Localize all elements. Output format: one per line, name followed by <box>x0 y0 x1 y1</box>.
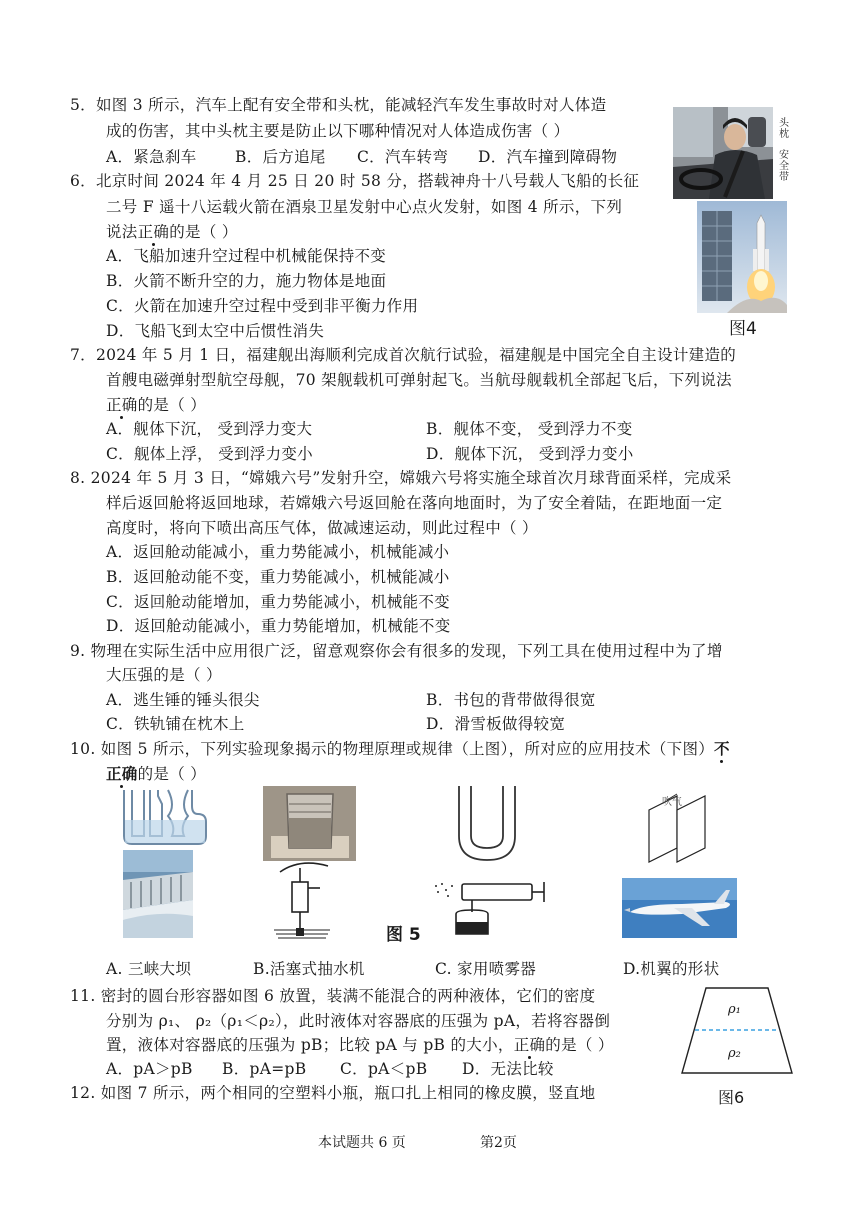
q5-option-a: A．紧急刹车 <box>106 148 197 166</box>
figure-3-seatbelt-label: 安 全 带 <box>779 150 789 183</box>
q10-option-c: C. 家用喷雾器 <box>435 960 537 978</box>
q12-line-1: 12. 如图 7 所示，两个相同的空塑料小瓶，瓶口扎上相同的橡皮膜，竖直地 <box>70 1084 596 1102</box>
figure-5-three-gorges-dam-photo <box>123 850 193 938</box>
q7-option-c: C．舰体上浮， 受到浮力变小 <box>106 445 313 463</box>
figure-5-connected-vessels <box>118 786 210 848</box>
q8-option-a: A．返回舱动能减小，重力势能减小，机械能减小 <box>106 543 450 561</box>
q7-line-2: 首艘电磁弹射型航空母舰，70 架舰载机可弹射起飞。当航母舰载机全部起飞后，下列说法 <box>106 371 732 389</box>
figure-3-headrest-label: 头 枕 <box>779 118 789 140</box>
q10-emphasis-not: 不 <box>714 739 730 758</box>
q11-option-b: B．pA=pB <box>222 1060 307 1078</box>
q6-option-b: B．火箭不断升空的力，施力物体是地面 <box>106 272 387 290</box>
figure-4-rocket-photo <box>697 201 787 313</box>
footer-page-number: 第2页 <box>480 1135 517 1151</box>
q9-option-d: D．滑雪板做得较宽 <box>426 715 566 733</box>
figure-5-beaker-photo <box>263 786 356 861</box>
figure-5-blow-label: 吹气 <box>662 797 682 808</box>
q5-line-1: 5．如图 3 所示，汽车上配有安全带和头枕，能减轻汽车发生事故时对人体造 <box>70 96 607 114</box>
q8-option-c: C．返回舱动能增加，重力势能减小，机械能不变 <box>106 593 450 611</box>
q8-option-b: B．返回舱动能不变，重力势能减小，机械能减小 <box>106 568 450 586</box>
figure-6-rho2-label: ρ₂ <box>728 1046 741 1061</box>
q8-line-2: 样后返回舱将返回地球，若嫦娥六号返回舱在落向地面时，为了安全着陆，在距地面一定 <box>106 494 723 512</box>
q9-option-b: B．书包的背带做得很宽 <box>426 691 596 709</box>
q10-line-2: 正确的是（ ） <box>106 764 207 783</box>
q5-option-c: C．汽车转弯 <box>357 148 449 166</box>
q7-line-3: 正确的是（ ） <box>106 396 207 414</box>
figure-5-airplane-photo <box>622 878 737 938</box>
q9-option-a: A．逃生锤的锤头很尖 <box>106 691 260 709</box>
figure-5-piston-pump <box>270 858 348 940</box>
q11-line-3: 置，液体对容器底的压强为 pB；比较 pA 与 pB 的大小，正确的是（ ） <box>106 1036 614 1054</box>
q9-option-c: C．铁轨铺在枕木上 <box>106 715 245 733</box>
q9-line-1: 9. 物理在实际生活中应用很广泛，留意观察你会有很多的发现，下列工具在使用过程中为了增 <box>70 642 723 660</box>
q8-option-d: D．返回舱动能减小，重力势能增加，机械能不变 <box>106 617 451 635</box>
q6-emphasis-correct: 正确 <box>137 223 170 241</box>
q5-line-2: 成的伤害，其中头枕主要是防止以下哪种情况对人体造成伤害（ ） <box>106 122 570 140</box>
figure-3-car-photo <box>673 107 773 199</box>
q7-line-1: 7．2024 年 5 月 1 日，福建舰出海顺利完成首次航行试验，福建舰是中国完全自主设计建造的 <box>70 346 737 364</box>
footer-total-pages: 本试题共 6 页 <box>318 1135 406 1151</box>
q6-option-a: A．飞船加速升空过程中机械能保持不变 <box>106 247 387 265</box>
q11-line-2: 分别为 ρ₁、 ρ₂（ρ₁＜ρ₂），此时液体对容器底的压强为 pA，若将容器倒 <box>106 1012 611 1030</box>
q10-emphasis-correct: 正确 <box>106 764 138 783</box>
figure-4-label: 图4 <box>729 319 757 339</box>
q6-option-d: D．飞船飞到太空中后惯性消失 <box>106 322 325 340</box>
q11-option-c: C．pA＜pB <box>340 1060 428 1078</box>
q8-line-3: 高度时，将向下喷出高压气体，做减速运动，则此过程中（ ） <box>106 519 538 537</box>
q9-line-2: 大压强的是（ ） <box>106 666 222 684</box>
q6-option-c: C．火箭在加速升空过程中受到非平衡力作用 <box>106 297 419 315</box>
figure-5-u-tube <box>455 786 519 864</box>
q10-option-b: B.活塞式抽水机 <box>253 960 365 978</box>
q6-line-2: 二号 F 遥十八运载火箭在酒泉卫星发射中心点火发射，如图 4 所示，下列 <box>106 198 623 216</box>
q10-line-1: 10. 如图 5 所示，下列实验现象揭示的物理原理或规律（上图），所对应的应用技术（下图）不 <box>70 739 730 758</box>
q10-option-d: D.机翼的形状 <box>623 960 720 978</box>
q11-line-1: 11. 密封的圆台形容器如图 6 放置，装满不能混合的两种液体，它们的密度 <box>70 987 596 1005</box>
q7-option-a: A．舰体下沉， 受到浮力变大 <box>106 420 313 438</box>
q8-line-1: 8. 2024 年 5 月 3 日，“嫦娥六号”发射升空，嫦娥六号将实施全球首次月球背面采样，完成采 <box>70 469 732 487</box>
q6-line-1: 6．北京时间 2024 年 4 月 25 日 20 时 58 分，搭载神舟十八号载人飞船的长征 <box>70 172 640 190</box>
q7-option-b: B．舰体不变， 受到浮力不变 <box>426 420 633 438</box>
figure-5-label: 图 5 <box>386 925 421 945</box>
q7-emphasis-correct: 正确 <box>106 396 138 414</box>
q10-option-a: A. 三峡大坝 <box>106 960 192 978</box>
figure-6-label: 图6 <box>718 1088 745 1107</box>
q11-option-a: A．pA＞pB <box>106 1060 193 1078</box>
q5-option-b: B．后方追尾 <box>235 148 326 166</box>
figure-6-frustum-container <box>678 985 796 1077</box>
figure-6-rho1-label: ρ₁ <box>728 1002 741 1017</box>
q11-emphasis-correct: 正确 <box>513 1036 546 1054</box>
q6-line-3: 说法正确的是（ ） <box>106 223 238 241</box>
figure-5-sprayer <box>432 878 554 940</box>
q11-option-d: D．无法比较 <box>462 1060 554 1078</box>
q7-option-d: D．舰体下沉， 受到浮力变小 <box>426 445 634 463</box>
q5-option-d: D．汽车撞到障碍物 <box>478 148 618 166</box>
